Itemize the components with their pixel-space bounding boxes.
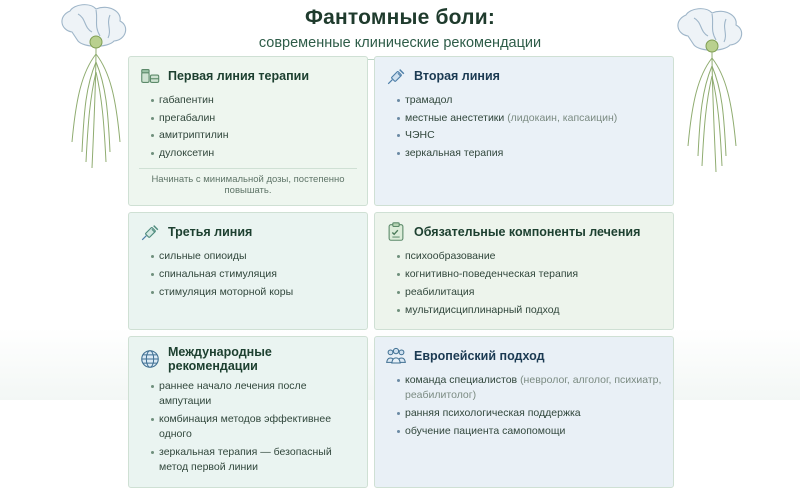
list-item: зеркальная терапия — безопасный метод первой линии (151, 445, 357, 475)
card-items (139, 93, 357, 161)
list-item: амитриптилин (151, 128, 357, 143)
card-header (139, 65, 357, 87)
card-header (385, 221, 663, 243)
card-header (385, 65, 663, 87)
card-note: Начинать с минимальной дозы, постепенно повышать. (139, 168, 357, 196)
syringe-icon (385, 65, 407, 87)
list-item: ЧЭНС (397, 128, 663, 143)
list-item: обучение пациента самопомощи (397, 424, 663, 439)
header (0, 6, 800, 60)
globe-icon (139, 348, 161, 370)
card-third-line (128, 212, 368, 330)
card-mandatory-components (374, 212, 674, 330)
list-item: зеркальная терапия (397, 146, 663, 161)
card-title: Международные рекомендации (168, 345, 272, 374)
card-items (385, 373, 663, 439)
list-item-note: (невролог, алголог, психиатр, реабилитолог) (405, 374, 662, 402)
list-item: сильные опиоиды (151, 249, 357, 264)
card-items (385, 93, 663, 161)
list-item: реабилитация (397, 285, 663, 300)
list-item: комбинация методов эффективнее одного (151, 412, 357, 442)
card-header (139, 345, 357, 373)
card-items (139, 249, 357, 300)
list-item: ранняя психологическая поддержка (397, 406, 663, 421)
list-item: команда специалистов (невролог, алголог, психиатр, реабилитолог) (397, 373, 663, 403)
card-european-approach (374, 336, 674, 488)
card-title: Третья линия (168, 225, 253, 240)
list-item: дулоксетин (151, 146, 357, 161)
card-title: Вторая линия (414, 69, 500, 83)
list-item: прегабалин (151, 111, 357, 126)
card-items (139, 379, 357, 475)
list-item: трамадол (397, 93, 663, 108)
list-item: местные анестетики (лидокаин, капсаицин) (397, 111, 663, 126)
list-item: когнитивно-поведенческая терапия (397, 267, 663, 282)
cards-grid (128, 56, 674, 488)
card-title: Первая линия терапии (168, 69, 310, 83)
team-icon (385, 345, 407, 367)
clipboard-icon (385, 221, 407, 243)
list-item: психообразование (397, 249, 663, 264)
list-item: стимуляция моторной коры (151, 285, 357, 300)
card-title: Обязательные компоненты лечения (414, 225, 641, 240)
list-item: мультидисциплинарный подход (397, 303, 663, 318)
card-header (385, 345, 663, 367)
card-second-line (374, 56, 674, 206)
card-first-line (128, 56, 368, 206)
list-item: раннее начало лечения после ампутации (151, 379, 357, 409)
page-subtitle: современные клинические рекомендации (258, 35, 542, 52)
list-item-note: (лидокаин, капсаицин) (507, 111, 618, 124)
card-title: Европейский подход (414, 349, 545, 364)
pills-icon (139, 65, 161, 87)
card-items (385, 249, 663, 317)
page-title: Фантомные боли: (304, 6, 496, 29)
list-item: спинальная стимуляция (151, 267, 357, 282)
list-item: габапентин (151, 93, 357, 108)
syringe-icon (139, 221, 161, 243)
card-header (139, 221, 357, 243)
card-international-recommendations (128, 336, 368, 488)
